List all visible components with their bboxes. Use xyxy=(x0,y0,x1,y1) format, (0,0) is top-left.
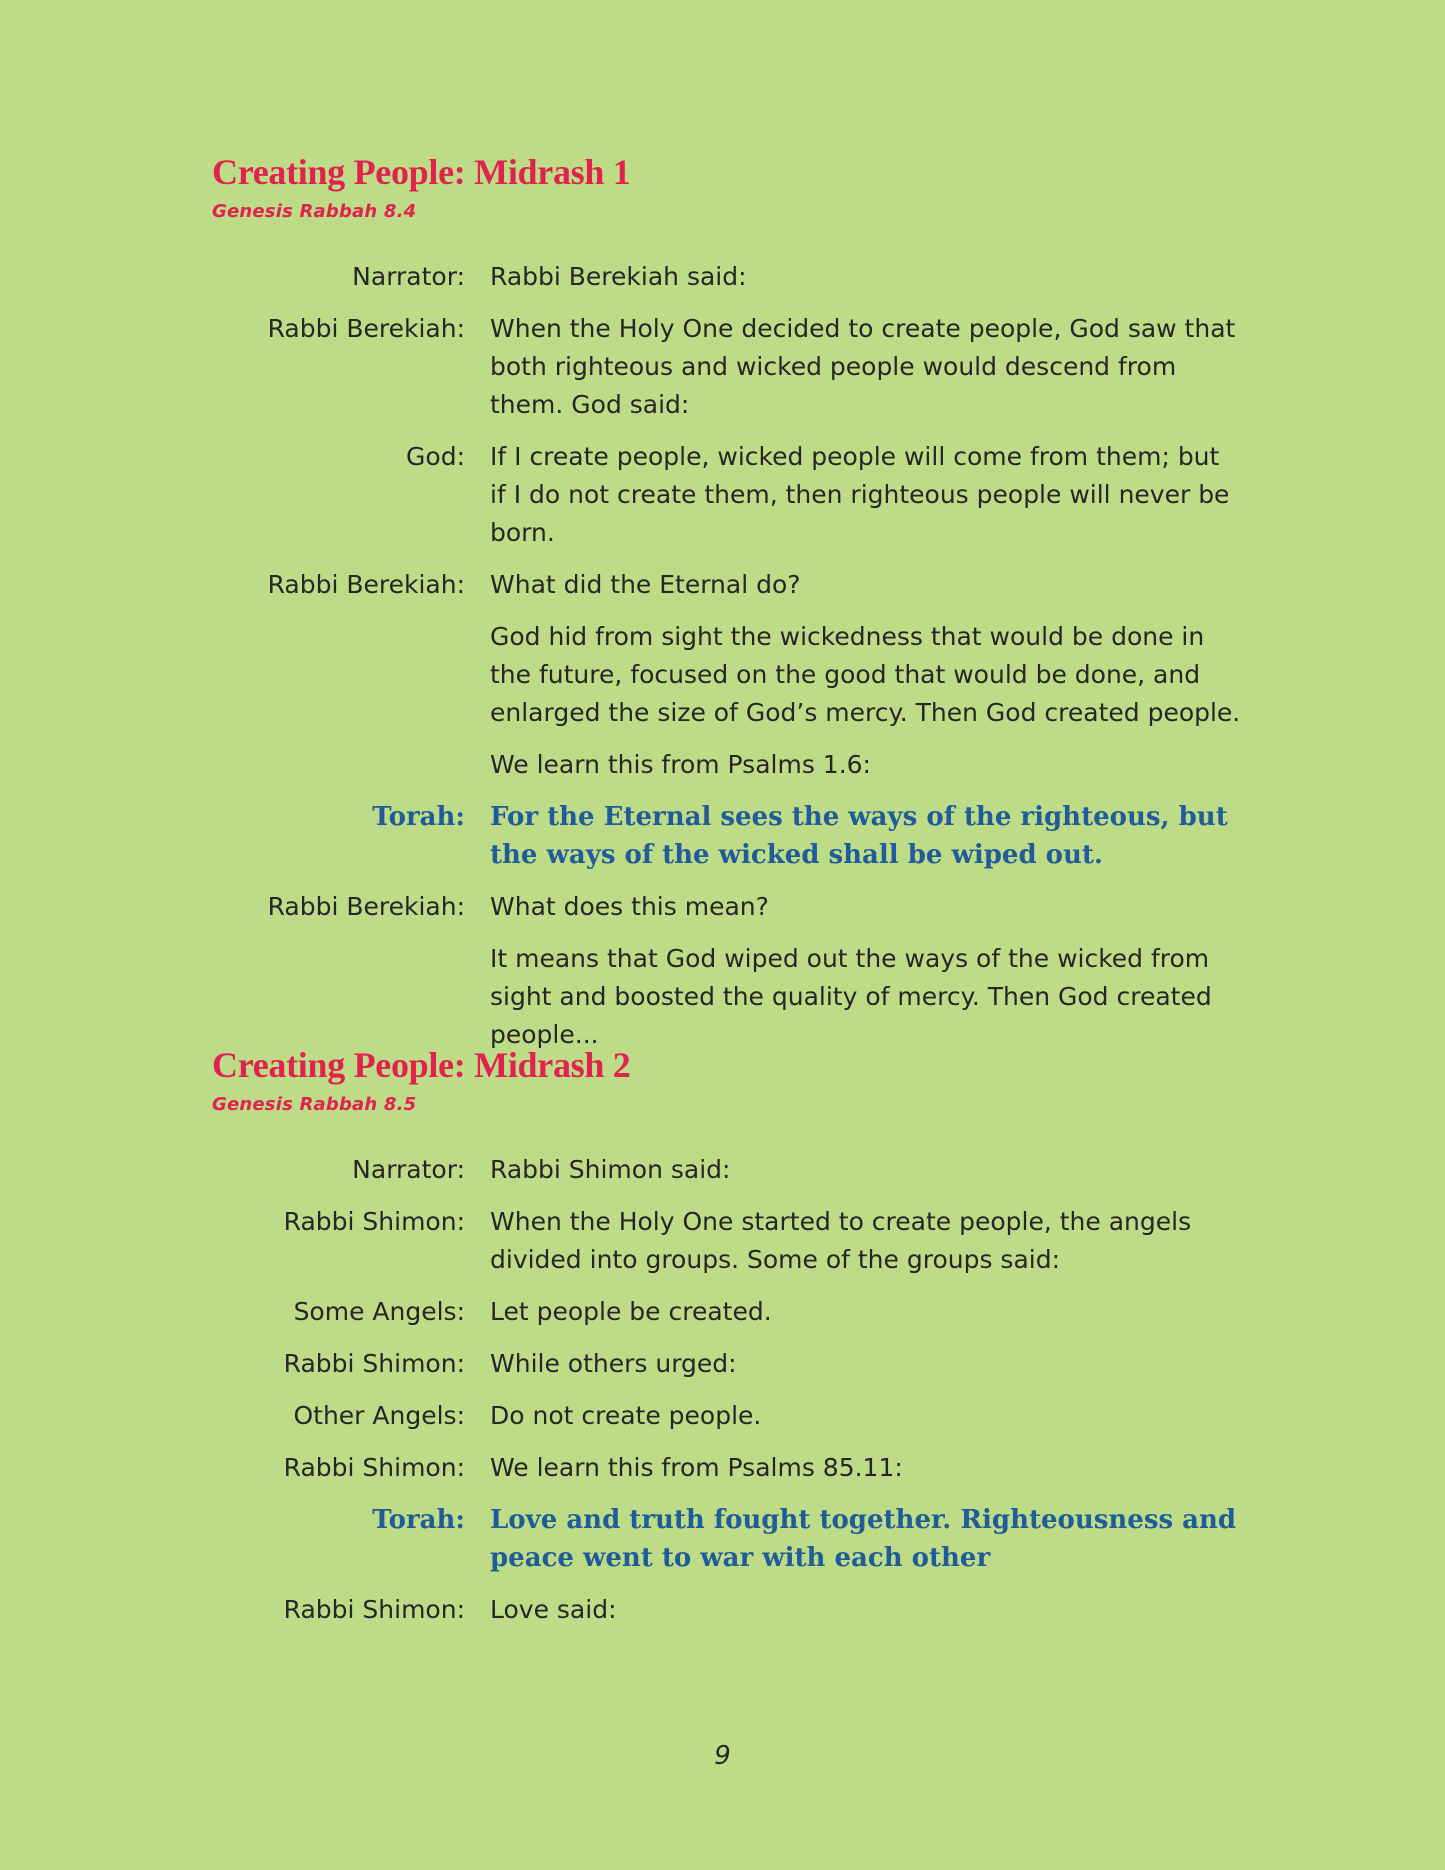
speech-text: We learn this from Psalms 1.6: xyxy=(490,750,871,779)
speech-text: Let people be created. xyxy=(490,1297,772,1326)
speaker-label: Narrator: xyxy=(352,262,465,291)
dialogue-line xyxy=(212,1345,1242,1383)
section-source: Genesis Rabbah 8.5 xyxy=(212,1094,417,1115)
torah-quote-line xyxy=(212,798,1242,874)
dialogue-line xyxy=(212,438,1242,552)
speech-text: We learn this from Psalms 85.11: xyxy=(490,1453,903,1482)
speech-text: Rabbi Berekiah said: xyxy=(490,262,747,291)
speech-text: Do not create people. xyxy=(490,1401,762,1430)
speaker-label: Rabbi Shimon: xyxy=(283,1595,465,1624)
speech-text: What does this mean? xyxy=(490,892,769,921)
speech-text: Rabbi Shimon said: xyxy=(490,1155,731,1184)
speaker-label: Other Angels: xyxy=(293,1401,465,1430)
speech-text: God hid from sight the wickedness that would be done in the future, focused on the good that would be done, and enlarged the size of God’s mercy. Then God created people. xyxy=(490,622,1241,727)
dialogue-line xyxy=(212,1203,1242,1279)
speech-text: When the Holy One decided to create people, God saw that both righteous and wicked people would descend from them. God said: xyxy=(490,314,1236,419)
speech-text: Love said: xyxy=(490,1595,617,1624)
speaker-label: Rabbi Shimon: xyxy=(283,1453,465,1482)
speaker-label: Rabbi Berekiah: xyxy=(267,570,465,599)
dialogue-line xyxy=(212,310,1242,424)
speaker-label: God: xyxy=(406,442,465,471)
torah-quote-line xyxy=(212,1501,1242,1577)
dialogue-line xyxy=(212,1449,1242,1487)
section-title: Creating People: Midrash 1 xyxy=(212,152,631,192)
midrash-1-section xyxy=(212,150,1242,1068)
speaker-label: Rabbi Shimon: xyxy=(283,1207,465,1236)
speaker-label: Narrator: xyxy=(352,1155,465,1184)
speaker-label: Rabbi Berekiah: xyxy=(267,314,465,343)
speech-text: If I create people, wicked people will come from them; but if I do not create them, then righteous people will never be born. xyxy=(490,442,1230,547)
dialogue-line xyxy=(212,618,1242,732)
dialogue-line xyxy=(212,566,1242,604)
dialogue-line xyxy=(212,1293,1242,1331)
speaker-label: Rabbi Shimon: xyxy=(283,1349,465,1378)
dialogue-line xyxy=(212,888,1242,926)
torah-quote-text: For the Eternal sees the ways of the righteous, but the ways of the wicked shall be wiped out. xyxy=(490,802,1228,870)
midrash-2-section xyxy=(212,1043,1242,1643)
speaker-label: Rabbi Berekiah: xyxy=(267,892,465,921)
dialogue-line xyxy=(212,1591,1242,1629)
speaker-label: Torah: xyxy=(372,1505,465,1535)
dialogue-lines xyxy=(212,1151,1242,1629)
dialogue-line xyxy=(212,258,1242,296)
speech-text: What did the Eternal do? xyxy=(490,570,801,599)
torah-quote-text: Love and truth fought together. Righteousness and peace went to war with each other xyxy=(490,1505,1237,1573)
dialogue-line xyxy=(212,1151,1242,1189)
dialogue-line xyxy=(212,1397,1242,1435)
section-source: Genesis Rabbah 8.4 xyxy=(212,201,417,222)
section-title: Creating People: Midrash 2 xyxy=(212,1045,631,1085)
speech-text: While others urged: xyxy=(490,1349,737,1378)
dialogue-lines xyxy=(212,258,1242,1054)
speech-text: It means that God wiped out the ways of the wicked from sight and boosted the quality of mercy. Then God created people... xyxy=(490,944,1212,1049)
dialogue-line xyxy=(212,746,1242,784)
speaker-label: Some Angels: xyxy=(293,1297,465,1326)
page-number: 9 xyxy=(714,1741,731,1771)
speech-text: When the Holy One started to create people, the angels divided into groups. Some of the groups said: xyxy=(490,1207,1192,1274)
dialogue-line xyxy=(212,940,1242,1054)
speaker-label: Torah: xyxy=(372,802,465,832)
